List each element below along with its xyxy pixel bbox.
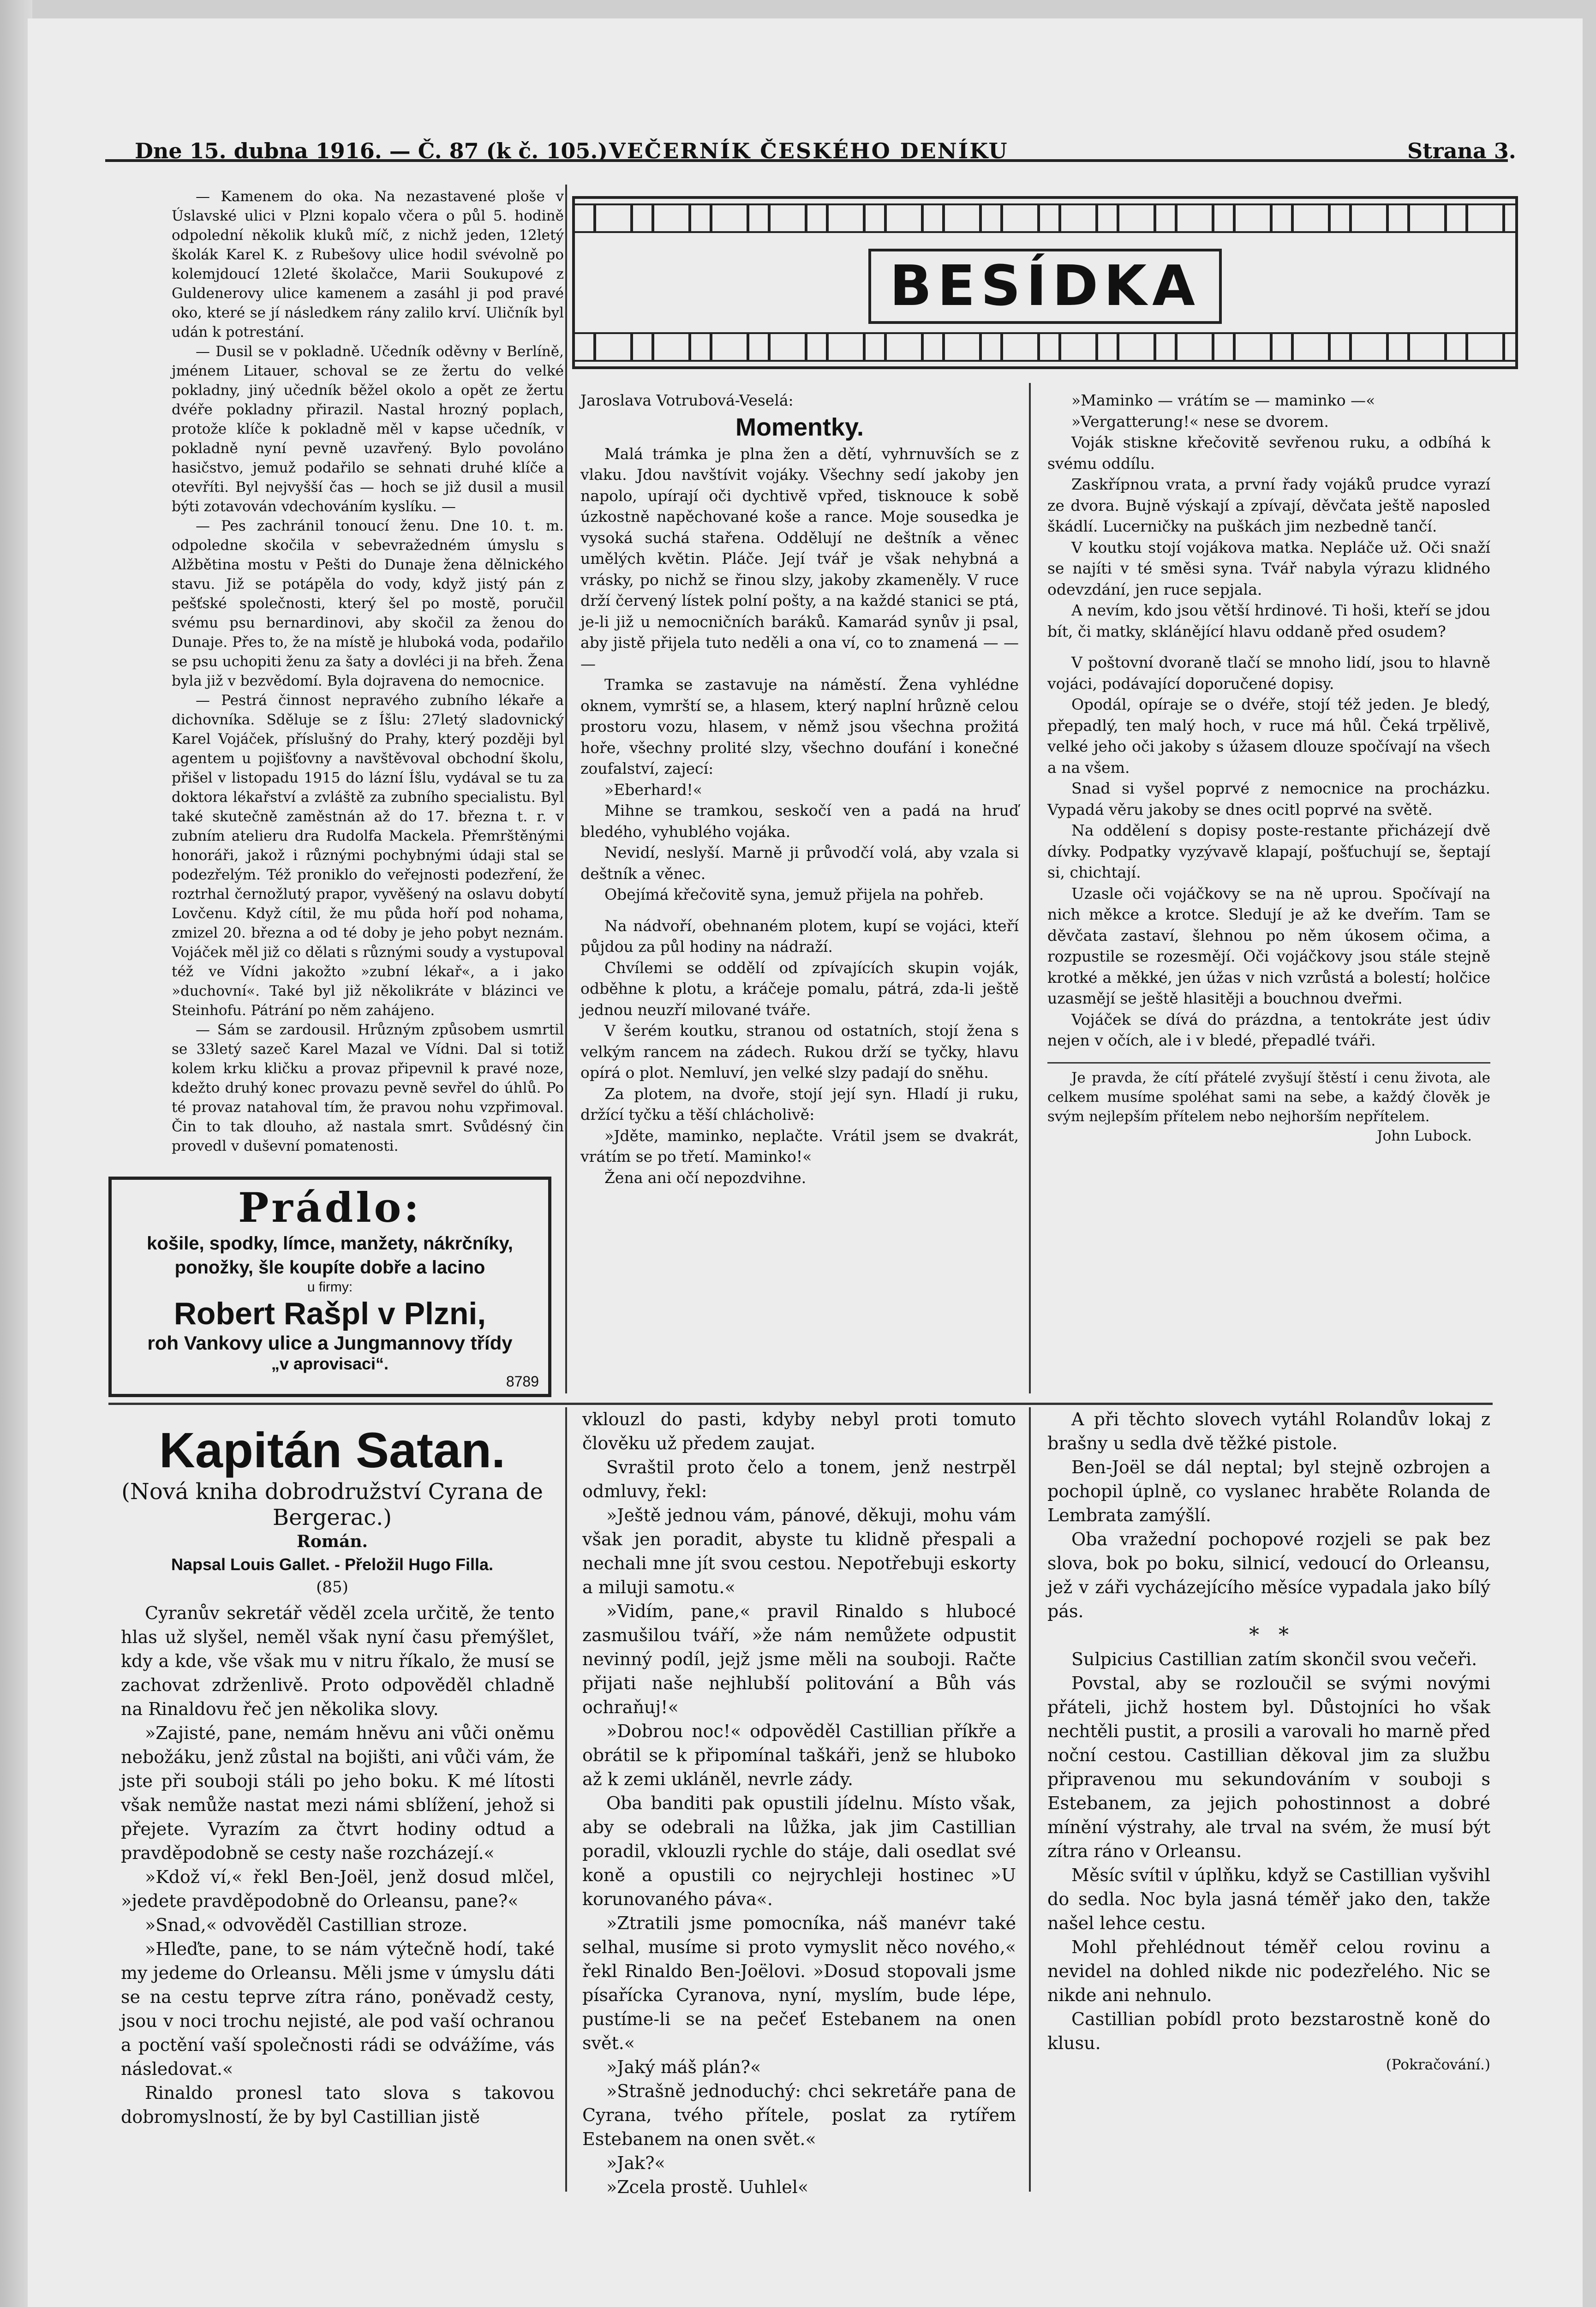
serial-title: Kapitán Satan. xyxy=(159,1422,506,1478)
serial-column-3 xyxy=(1047,1407,1490,2074)
serial-number: (85) xyxy=(316,1578,348,1596)
ad-line: ponožky, šle koupíte dobře a lacino xyxy=(174,1257,485,1278)
news-item: — Dusil se v pokladně. Učedník oděvny v Berlíně, jménem Litauer, schoval se ze žertu do velké pokladny, jiný učedník běžel okolo a opět ze žertu dvéře pokladny přirazil. Nastal hrozný poplach, protože klíče k pokladně měl v kapse učedník, v pokladně nyní pevně uzavřený. Bylo povoláno hasičstvo, jemuž podařilo se sehnati druhé klíče a otevříti. Byl nejvyšší čas — hoch se již dusil a musil býti zotavován vdechováním kyslíku. — xyxy=(172,343,564,515)
paragraph: Zaskřípnou vrata, a první řady vojáků prudce vyrazí ze dvora. Bujně výskají a zpívají, děvčata ještě naposled škádlí. Lucerničky na puškách jim nezbedně tančí. xyxy=(1047,475,1490,535)
paragraph: Opodál, opíraje se o dvéře, stojí též jeden. Je bledý, přepadlý, ten malý hoch, v ruce má hůl. Čeká trpělivě, velké jeho oči jakoby s úžasem dlouze spočívají na všech a na všem. xyxy=(1047,695,1490,777)
ad-number: 8789 xyxy=(506,1373,539,1390)
paragraph: »Jděte, maminko, neplačte. Vrátil jsem se dvakrát, vrátím se po třetí. Maminko!« xyxy=(580,1126,1019,1165)
story-title: Momentky. xyxy=(735,413,864,441)
paragraph: Sulpicius Castillian zatím skončil svou večeři. xyxy=(1071,1649,1477,1669)
author: Jaroslava Votrubová-Veselá: xyxy=(580,391,794,409)
paragraph: Voják stiskne křečovitě sevřenou ruku, a odbíhá k svému oddílu. xyxy=(1047,433,1490,472)
news-item: — Pestrá činnost nepravého zubního lékaře a dichovníka. Sděluje se z Íšlu: 27letý sladovnický Karel Vojáček, příslušný do Prahy, který později byl agentem u pojišťovny a navštěvoval obchodní školu, přišel v listopadu 1915 do lázní Íšlu, vydával se tu za doktora lékařství a zvláště za zubního specialistu. Byl také skutečně zaměstnán až do 17. března t. r. v zubním atelieru dra Rudolfa Mackela. Přemrštěnými honoráři, jakož i různými pochybnými údaji stal se podezřelým. Též proniklo do veřejnosti podezření, že roztrhal černožlutý prapor, vyvěšený na oslavu dobytí Lovčenu. Když cítil, že mu půda hoří pod nohama, zmizel 20. března a od té doby je jeho pobyt neznám. Vojáček měl již co dělati s různými soudy a vystupoval též ve Vídni jakožto »zubní lékař«, a i jako »duchovní«. Také byl již několikráte v blázinci ve Steinhofu. Pátrání po něm zahájeno. xyxy=(172,692,564,1019)
paragraph: »Strašně jednoduchý: chci sekretáře pana de Cyrana, tvého přítele, poslat za rytířem Estebanem na onen svět.« xyxy=(582,2081,1016,2149)
paragraph: »Snad,« odvověděl Castillian stroze. xyxy=(145,1915,468,1935)
paragraph: Malá trámka je plna žen a dětí, vyhrnuvších se z vlaku. Jdou navštívit vojáky. Všechny sedí jakoby jen napolo, upírají oči dychtivě vpřed, tisknouce k sobě úzkostně napěchované koše a rance. Moje sousedka je vysoká suchá stařena. Oddělují ne deštník a věnec umělých květin. Pláče. Její tvář je však nehybná a vrásky, po nichž se řinou slzy, jakoby zkameněly. V ruce drží červený lístek polní pošty, a na každé stanici se ptá, je-li již u nemocničních baráků. Kamarád synův ji psal, aby jistě přijela tuto neděli a ona ví, co to znamená — — — xyxy=(580,444,1019,673)
paragraph: Cyranův sekretář věděl zcela určitě, že tento hlas už slyšel, neměl však nyní času přemýšlet, kdy a kde, vše však mu v nitru říkalo, že musí se zachovat zdrženlivě. Proto odpověděl chladně na Rinaldovu řeč jen několika slovy. xyxy=(121,1603,555,1719)
paragraph: Vojáček se dívá do prázdna, a tentokráte jest údiv nejen v očích, ale i v bledé, přepadlé tváři. xyxy=(1047,1010,1490,1049)
column-rule xyxy=(565,185,567,1393)
news-column xyxy=(172,187,564,1156)
column-rule xyxy=(1029,1407,1031,2192)
ad-firm: Robert Rašpl v Plzni, xyxy=(173,1296,486,1331)
news-item: — Kamenem do oka. Na nezastavené ploše v Úslavské ulici v Plzni kopalo včera o půl 5. hodině odpolední několik kluků míč, z nichž jeden, 12letý školák Karel K. z Rubešovy ulice hodil svévolně po kolemjdoucí 12leté školačce, Marii Soukupové z Guldenerovy ulice kamenem a zasáhl ji pod pravé oko, které se jí následkem rány zalilo krví. Uličník byl udán k potrestání. xyxy=(172,188,564,341)
ornament-strip xyxy=(575,203,1515,233)
besidka-column-1 xyxy=(580,390,1019,1188)
serial-byline: Napsal Louis Gallet. - Přeložil Hugo Filla. xyxy=(171,1555,494,1574)
paragraph: »Dobrou noc!« odpověděl Castillian příkře a obrátil se k připomínal taškáři, jenž se hluboko až k zemi ukláněl, nevrle zády. xyxy=(582,1721,1016,1789)
quote-rule xyxy=(1047,1062,1490,1064)
paragraph: Ben-Joël se dál neptal; byl stejně ozbrojen a pochopil úplně, co vyslanec hraběte Rolanda de Lembrata zamýšlí. xyxy=(1047,1457,1490,1525)
paragraph: Rinaldo pronesl tato slova s takovou dobromyslností, že by byl Castillian jistě xyxy=(121,2083,555,2127)
ad-title: Prádlo: xyxy=(238,1183,422,1231)
paragraph: Tramka se zastavuje na náměstí. Žena vyhlédne oknem, vymrští se, a hlasem, který naplní hrůzně celou prostoru vozu, hlasem, v němž jsou všechna prožitá hoře, všechny prolité slzy, všechno doufání i konečné zoufalství, zajecí: xyxy=(580,675,1019,777)
section-rule xyxy=(108,1403,1493,1405)
news-item: — Pes zachránil tonoucí ženu. Dne 10. t. m. odpoledne skočila v sebevražedném úmyslu s Alžbětina mostu v Pešti do Dunaje žena dělnického stavu. Již se potápěla do vody, když jistý pán z pešťské společnosti, který šel po mostě, poručil svému psu bernardinovi, aby skočil za ženou do Dunaje. Přes to, že na místě je hluboká voda, podařilo se psu uchopiti ženu za šaty a dovléci ji na břeh. Žena byla již v bezvědomí. Byla dojravena do nemocnice. xyxy=(172,518,564,689)
page-number: Strana 3. xyxy=(1407,138,1516,163)
paragraph: Uzasle oči vojáčkovy se na ně uprou. Spočívají na nich měkce a krotce. Sledují je až ke dveřím. Tam se děvčata zastaví, šlehnou po něm úkosem očima, a rozpustile se rozesmějí. Oči vojáčkovy jsou stále stejně krotké a měkké, jen úžas v nich vzrůstá a bolestí; holčice uzasmějí se ještě hlasitěji a bouchnou dveřmi. xyxy=(1047,884,1490,1007)
paragraph: Mohl přehlédnout téměř celou rovinu a nevidel na dohled nikde nic podezřelého. Nic se nikde ani nehnulo. xyxy=(1047,1937,1490,2005)
ornament-strip xyxy=(575,332,1515,362)
section-break: * * xyxy=(1249,1623,1289,1647)
paragraph: »Jak?« xyxy=(606,2153,665,2173)
paragraph: »Ještě jednou vám, pánové, děkuji, mohu vám však jen poradit, abyste tu klidně přespali a nechali mne jít svou cestou. Nepotřebuji eskorty a miluji samotu.« xyxy=(582,1505,1016,1597)
issue-date: Dne 15. dubna 1916. — Č. 87 (k č. 105.) xyxy=(135,138,608,163)
paragraph: Chvílemi se oddělí od zpívajících skupin voják, odběhne k plotu, a kráčeje pomalu, pátrá, zda-li ještě jednou neuzří milované tváře. xyxy=(580,958,1019,1019)
paragraph: »Maminko — vrátím se — maminko —« xyxy=(1071,391,1375,409)
paragraph: Nevidí, neslyší. Marně ji průvodčí volá, aby vzala si deštník a věnec. xyxy=(580,843,1019,883)
paragraph: Castillian pobídl proto bezstarostně koně do klusu. xyxy=(1047,2009,1490,2053)
paragraph: Měsíc svítil v úplňku, když se Castillian vyšvihl do sedla. Noc byla jasná téměř jako den, takže našel lehce cestu. xyxy=(1047,1865,1490,1933)
besidka-banner xyxy=(572,196,1518,369)
besidka-column-2 xyxy=(1047,390,1490,1146)
paragraph: »Vergatterung!« nese se dvorem. xyxy=(1071,412,1329,430)
paragraph: Za plotem, na dvoře, stojí její syn. Hladí ji ruku, držící tyčku a těší chlácholivě: xyxy=(580,1084,1019,1124)
serial-column-2 xyxy=(582,1407,1016,2199)
paragraph: V šerém koutku, stranou od ostatních, stojí žena s velkým rancem na zádech. Rukou drží se tyčky, hlavu opírá o plot. Nemluví, jen velké slzy padají do sněhu. xyxy=(580,1022,1019,1082)
advertisement xyxy=(108,1177,551,1397)
paragraph: Snad si vyšel poprvé z nemocnice na procházku. Vypadá věru jakoby se dnes ocitl poprvé na světě. xyxy=(1047,779,1490,819)
paragraph: A při těchto slovech vytáhl Rolandův lokaj z brašny u sedla dvě těžké pistole. xyxy=(1047,1409,1490,1453)
paragraph: Obejímá křečovitě syna, jemuž přijela na pohřeb. xyxy=(604,885,984,903)
paragraph: Mihne se tramkou, seskočí ven a padá na hruď bledého, vyhublého vojáka. xyxy=(580,801,1019,841)
paragraph: »Hleďte, pane, to se nám výtečně hodí, také my jedeme do Orleansu. Měli jsme v úmyslu dáti se na cestu teprve zítra ráno, poněvadž cesty, jsou v noci trochu nejisté, ale pod vaší ochranou a poctění vaší společnosti rádi se odvážíme, vás následovat.« xyxy=(121,1939,555,2079)
paragraph: Na oddělení s dopisy poste-restante přicházejí dvě dívky. Podpatky vyzývavě klapají, pošťuchují se, šeptají si, chichtají. xyxy=(1047,821,1490,881)
paragraph: Povstal, aby se rozloučil se svými novými přáteli, jichž hostem byl. Důstojníci ho však nechtěli pustit, a prosili a varovali ho marně před noční cestou. Castillian děkoval jim za službu připravenou mu sekundováním v souboji s Estebanem, za jejich pohostinnost a dobré mínění výstrahy, ale trval na svém, že musí být zítra ráno v Orleansu. xyxy=(1047,1673,1490,1861)
paragraph: »Kdož ví,« řekl Ben-Joël, jenž dosud mlčel, »jedete pravděpodobně do Orleansu, pane?« xyxy=(121,1867,555,1911)
serial-subtitle: (Nová kniha dobrodružství Cyrana de Bergerac.) xyxy=(121,1479,543,1530)
continued-note: (Pokračování.) xyxy=(1386,2056,1490,2073)
paragraph: »Vidím, pane,« pravil Rinaldo s hlubocé zasmušilou tváří, »že nám nemůžete odpustit nevinný podíl, jejž jsme měli na souboji. Račte přijati naše nejhlubší politování a Bůh vás ochraňuj!« xyxy=(582,1601,1016,1717)
paragraph: »Eberhard!« xyxy=(604,780,702,799)
ad-line: u firmy: xyxy=(307,1279,353,1295)
column-rule xyxy=(1029,383,1031,1393)
masthead: VEČERNÍK ČESKÉHO DENÍKU xyxy=(609,138,1009,163)
serial-column-1 xyxy=(121,1601,555,2129)
paragraph: »Jaký máš plán?« xyxy=(606,2057,761,2077)
paragraph: V koutku stojí vojákova matka. Nepláče už. Oči snaží se najíti v té směsi syna. Tvář nabyla výrazu klidného odevzdání, jen ruce sepjala. xyxy=(1047,538,1490,598)
serial-genre: Román. xyxy=(296,1532,368,1551)
header-rule xyxy=(105,159,1508,162)
column-rule xyxy=(565,1407,567,2192)
paragraph: »Ztratili jsme pomocníka, náš manévr také selhal, musíme si proto vymyslit něco nového,« řekl Rinaldo Ben-Joëlovi. »Dosud stopovali jsme písařícka Cyranova, nyní, myslím, bude lépe, pustíme-li se na pečeť Estebanem na onen svět.« xyxy=(582,1913,1016,2053)
paragraph: vklouzl do pasti, kdyby nebyl proti tomuto člověku už předem zaujat. xyxy=(582,1409,1016,1453)
besidka-title: BESÍDKA xyxy=(575,254,1515,318)
paragraph: V poštovní dvoraně tlačí se mnoho lidí, jsou to hlavně vojáci, podávající doporučené dopisy. xyxy=(1047,653,1490,693)
news-item: — Sám se zardousil. Hrůzným způsobem usmrtil se 33letý sazeč Karel Mazal ve Vídni. Dal si totiž kolem krku kličku a provaz připevnil k pravé noze, kdežto druhý konec provazu pevně sevřel do úhlů. Po té provaz natahoval tím, že pravou nohu vzpřimoval. Čin to tak dlouho, až nastala smrt. Svůdésný čin provedl v duševní pomatenosti. xyxy=(172,1022,564,1154)
ad-tag: „v aprovisaci“. xyxy=(271,1354,389,1373)
paragraph: »Zcela prostě. Uuhlel« xyxy=(606,2177,809,2197)
paragraph: Žena ani očí nepozdvihne. xyxy=(604,1168,807,1187)
quote-author: John Lubock. xyxy=(1377,1127,1472,1144)
paragraph: Oba vražední pochopové rozjeli se pak bez slova, bok po boku, silnicí, vedoucí do Orleansu, jež v záři vycházejícího měsíce vypadala jako bílý pás. xyxy=(1047,1529,1490,1621)
ad-address: roh Vankovy ulice a Jungmannovy třídy xyxy=(147,1332,513,1354)
quote: Je pravda, že cítí přátelé zvyšují štěstí i cenu života, ale celkem musíme spoléhat sami na sebe, a každý člověk je svým nejlepším přítelem nebo nejhorším nepřítelem. xyxy=(1047,1069,1490,1125)
paragraph: Na nádvoří, obehnaném plotem, kupí se vojáci, kteří půjdou za půl hodiny na nádraží. xyxy=(580,916,1019,956)
paragraph: A nevím, kdo jsou větší hrdinové. Ti hoši, kteří se jdou bít, či matky, sklánějící hlavu oddaně před osudem? xyxy=(1047,601,1490,640)
paragraph: Svraštil proto čelo a tonem, jenž nestrpěl odmluvy, řekl: xyxy=(582,1457,1016,1501)
ad-line: košile, spodky, límce, manžety, nákrčníky, xyxy=(147,1233,513,1254)
paragraph: »Zajisté, pane, nemám hněvu ani vůči oněmu nebožáku, jenž zůstal na bojišti, ani vůči vám, že jste při souboji stáli po jeho boku. K mé lítosti však nemůže nastat mezi námi sblížení, jehož si přejete. Vyrazím za čtvrt hodiny odtud a pravděpodobně se cesty naše rozcházejí.« xyxy=(121,1723,555,1863)
paragraph: Oba banditi pak opustili jídelnu. Místo však, aby se odebrali na lůžka, jak jim Castillian poradil, vklouzli rychle do stáje, dali osedlat své koně a opustili co nejrychleji hostinec »U korunovaného páva«. xyxy=(582,1793,1016,1909)
